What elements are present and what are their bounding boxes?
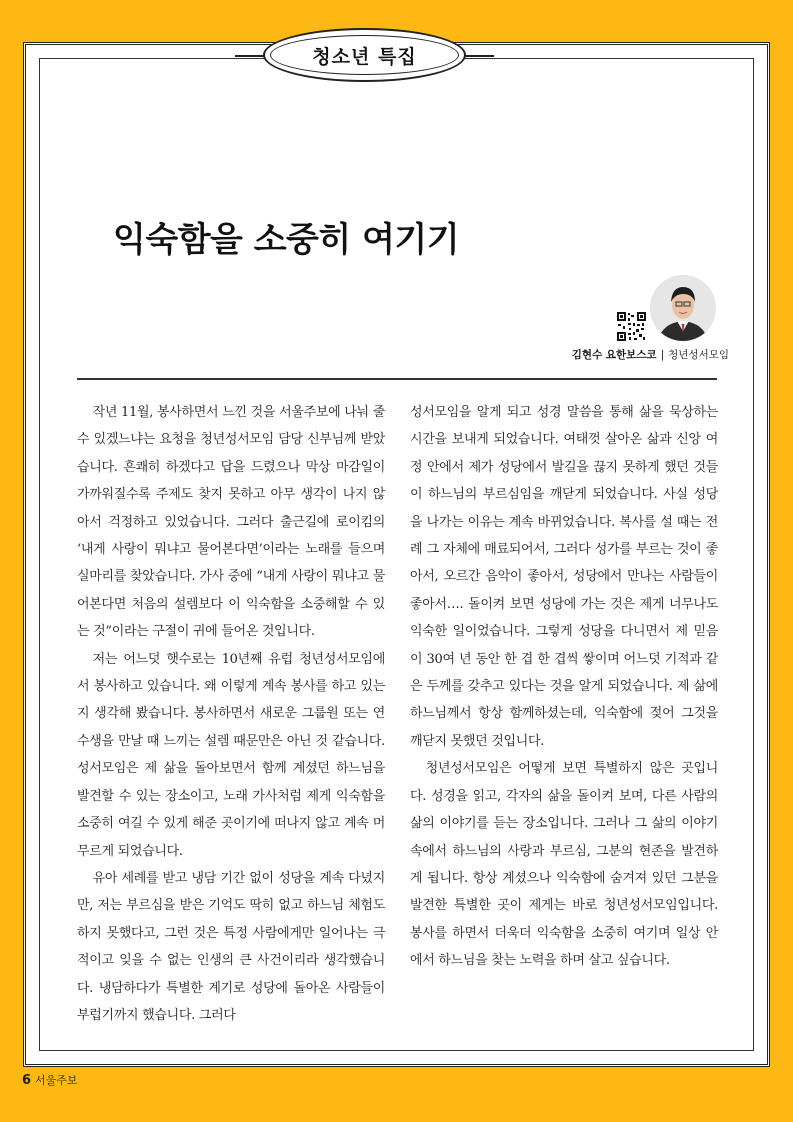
badge-rule-right (464, 55, 494, 57)
author-photo (650, 275, 716, 341)
page-number: 6 (22, 1073, 32, 1088)
title-divider (77, 378, 717, 380)
author-byline (572, 347, 729, 362)
section-badge (263, 28, 466, 82)
page-footer (22, 1072, 78, 1088)
publication-name: 서울주보 (35, 1074, 78, 1087)
article-title: 익숙함을 소중히 여기기 (113, 220, 460, 260)
paragraph: 저는 어느덧 햇수로는 10년째 유럽 청년성서모임에서 봉사하고 있습니다. 왜 이렇게 계속 봉사를 하고 있는지 생각해 봤습니다. 봉사하면서 새로운 그룹원 또는 연수생을 만날 때 느끼는 설렘 때문만은 아닌 것 같습니다. 성서모임은 제 삶을 돌아보면서 함께 계셨던 하느님을 발견할 수 있는 장소이고, 노래 가사처럼 제게 익숙함을 소중히 여길 수 있게 해준 곳이기에 떠나지 않고 계속 머무르게 되었습니다. (77, 651, 385, 859)
section-badge-label: 청소년 특집 (306, 42, 422, 69)
author-name: 김현수 요한보스코 (571, 349, 657, 361)
paragraph: 청년성서모임은 어떻게 보면 특별하지 않은 곳입니다. 성경을 읽고, 각자의 삶을 돌이켜 보며, 다른 사람의 삶의 이야기를 듣는 장소입니다. 그러나 그 삶의 이야기 속에서 하느님의 사랑과 부르심, 그분의 현존을 발견하게 됩니다. 항상 계셨으나 익숙함에 숨겨져 있던 그분을 발견한 특별한 곳이 제게는 바로 청년성서모임입니다. 봉사를 하면서 더욱더 익숙함을 소중히 여기며 일상 안에서 하느님을 찾는 노력을 하며 살고 싶습니다. (410, 761, 718, 969)
author-affiliation: 청년성서모임 (668, 349, 729, 361)
paragraph: 작년 11월, 봉사하면서 느낀 것을 서울주보에 나눠 줄 수 있겠느냐는 요청을 청년성서모임 담당 신부님께 받았습니다. 흔쾌히 하겠다고 답을 드렸으나 막상 마감일이 가까워질수록 주제도 찾지 못하고 아무 생각이 나지 않아서 걱정하고 있었습니다. 그러다 출근길에 로이킴의 ‘내게 사랑이 뭐냐고 물어본다면’이라는 노래를 들으며 실마리를 찾았습니다. 가사 중에 “내게 사랑이 뭐냐고 물어본다면 처음의 설렘보다 이 익숙함을 소중해할 수 있는 것”이라는 구절이 귀에 들어온 것입니다. (77, 405, 385, 640)
qr-code-icon[interactable] (617, 312, 646, 341)
paragraph: 성서모임을 알게 되고 성경 말씀을 통해 삶을 묵상하는 시간을 보내게 되었습니다. 여태껏 살아온 삶과 신앙 여정 안에서 제가 성당에서 발길을 끊지 못하게 했던 것들이 하느님의 부르심임을 깨닫게 되었습니다. 사실 성당을 나가는 이유는 계속 바뀌었습니다. 복사를 설 때는 전례 그 자체에 매료되어서, 그러다 성가를 부르는 것이 좋아서, 오르간 음악이 좋아서, 성당에서 만나는 사람들이 좋아서…. 돌이켜 보면 성당에 가는 것은 제게 너무나도 익숙한 일이었습니다. 그렇게 성당을 다니면서 제 믿음이 30여 년 동안 한 겹 한 겹씩 쌓이며 어느덧 기적과 같은 두께를 갖추고 있다는 것을 알게 되었습니다. 제 삶에 하느님께서 항상 함께하셨는데, 익숙함에 젖어 그것을 깨닫지 못했던 것입니다. (410, 405, 718, 749)
article-column-right (410, 399, 718, 975)
badge-rule-left (235, 55, 265, 57)
paragraph: 유아 세례를 받고 냉담 기간 없이 성당을 계속 다녔지만, 저는 부르심을 받은 기억도 딱히 없고 하느님 체험도 하지 못했다고, 그런 것은 특정 사람에게만 일어나는 극적이고 잊을 수 없는 인생의 큰 사건이리라 생각했습니다. 냉담하다가 특별한 계기로 성당에 돌아온 사람들이 부럽기까지 했습니다. 그러다 (77, 870, 385, 1023)
article-column-left (77, 399, 385, 1029)
byline-separator: | (660, 349, 665, 361)
